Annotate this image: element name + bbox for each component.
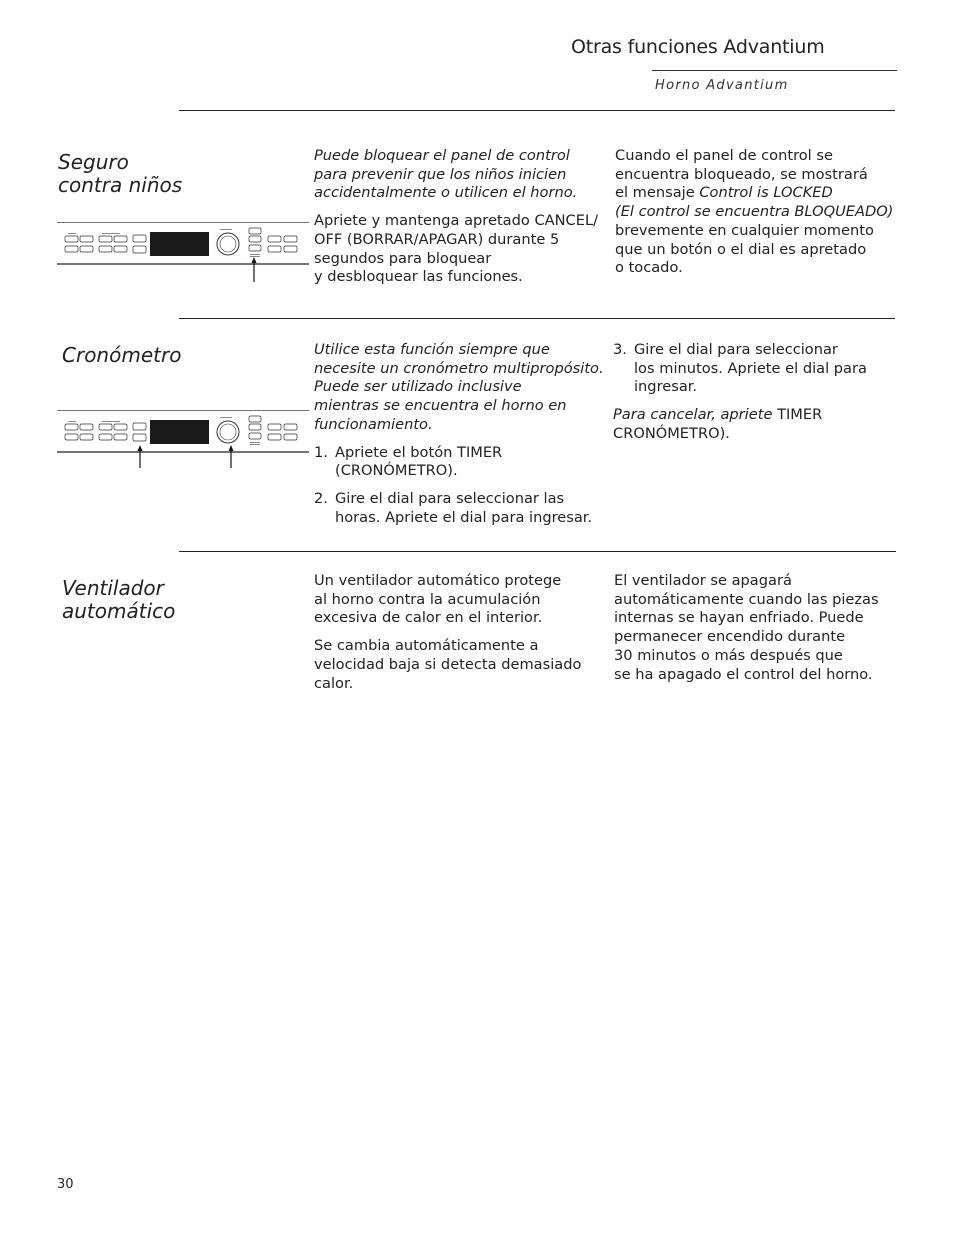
control-panel-illustration-lock xyxy=(57,222,309,284)
page-number: 30 xyxy=(57,1177,74,1192)
child-lock-column-1: Puede bloquear el panel de control para prevenir que los niños inicien accidentalmente o utilicen el horno. Apriete y mantenga apretado CANCEL/ OFF (BORRAR/APAGAR) durante 5 segundos para bloquear y desbloquear las funciones. xyxy=(314,147,599,286)
page-header-subtitle: Horno Advantium xyxy=(655,78,789,93)
timer-step: 1. Apriete el botón TIMER (CRONÓMETRO). xyxy=(314,443,503,480)
control-panel-drawing xyxy=(57,410,309,472)
control-panel-illustration-timer xyxy=(57,410,309,472)
timer-cancel-instruction: Para cancelar, apriete TIMER CRONÓMETRO). xyxy=(613,406,823,442)
section-divider xyxy=(179,551,896,552)
header-divider xyxy=(652,70,897,71)
section-title-child-lock: Seguro contra niños xyxy=(58,150,183,197)
section-title-auto-fan: Ventilador automático xyxy=(62,576,176,623)
section-divider xyxy=(179,110,895,111)
timer-column-1: Utilice esta función siempre que necesite un cronómetro multipropósito. Puede ser utilizado inclusive mientras se encuentra el horno en funcionamiento. 1. Apriete el botón TIMER (CRONÓMETRO). 2. Gire el dial para seleccionar las horas. Apriete el dial para ingresar. xyxy=(314,341,614,536)
section-divider xyxy=(179,318,895,319)
control-panel-drawing xyxy=(57,222,309,284)
auto-fan-column-2: El ventilador se apagará automáticamente cuando las piezas internas se hayan enfriado. Puede permanecer encendido durante 30 minutos o más después que se ha apagado el control del horno. xyxy=(614,572,879,683)
timer-column-2 xyxy=(613,341,903,453)
timer-step: 2. Gire el dial para seleccionar las horas. Apriete el dial para ingresar. xyxy=(314,489,593,526)
timer-step: 3. Gire el dial para seleccionar los minutos. Apriete el dial para ingresar. xyxy=(613,341,867,396)
child-lock-column-2: Cuando el panel de control se encuentra bloqueado, se mostrará el mensaje Control is LOCKED (El control se encuentra BLOQUEADO) brevemente en cualquier momento que un botón o el dial es apretado o tocado. xyxy=(615,147,894,277)
section-title-timer: Cronómetro xyxy=(62,343,182,367)
auto-fan-column-1: Un ventilador automático protege al horno contra la acumulación excesiva de calor en el interior. Se cambia automáticamente a velocidad baja si detecta demasiado calor. xyxy=(314,572,582,692)
page-header-title: Otras funciones Advantium xyxy=(571,36,825,58)
